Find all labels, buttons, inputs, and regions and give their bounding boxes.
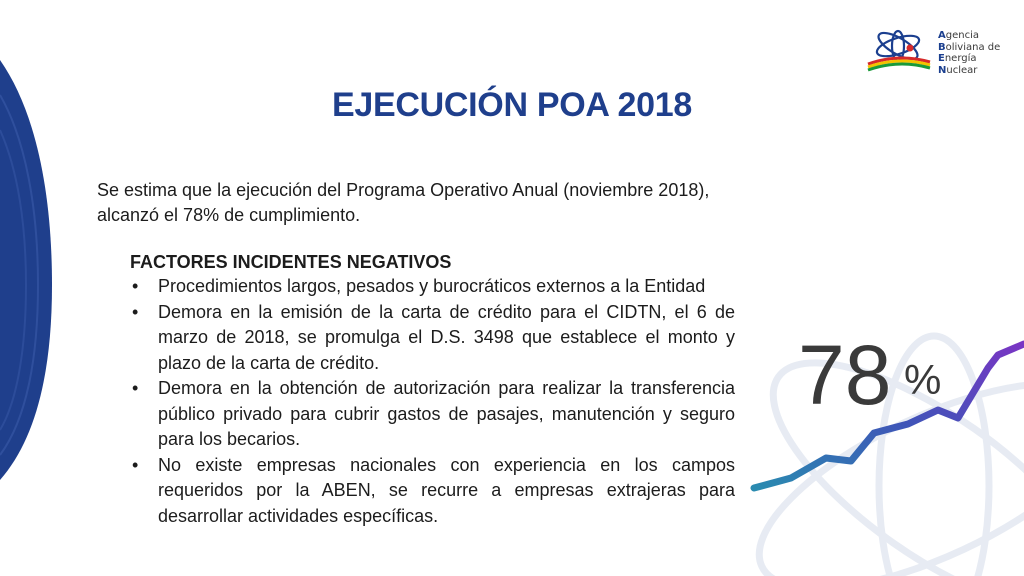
- factors-list: [130, 274, 735, 529]
- list-item: • No existe empresas nacionales con experiencia en los campos requeridos por la ABEN, se recurre a empresas extrajeras para desarrollar actividades específicas.: [130, 453, 735, 530]
- percent-number: 78: [798, 328, 892, 422]
- atom-emblem-icon: [866, 28, 932, 72]
- logo-initial: B: [938, 41, 946, 53]
- percent-sign: %: [904, 356, 942, 403]
- list-item: • Demora en la obtención de autorización para realizar la transferencia público privado para cubrir gastos de pasajes, manutención y seguro para los becarios.: [130, 376, 735, 453]
- list-item: • Demora en la emisión de la carta de crédito para el CIDTN, el 6 de marzo de 2018, se promulga el D.S. 3498 que establece el monto y plazo de la carta de crédito.: [130, 300, 735, 377]
- logo-initial: E: [938, 53, 945, 64]
- intro-line: alcanzó el 78% de cumplimiento.: [97, 205, 361, 225]
- logo-wordmark: [938, 30, 1000, 76]
- page-title: EJECUCIÓN POA 2018: [332, 86, 692, 124]
- factors-heading: FACTORES INCIDENTES NEGATIVOS: [130, 252, 452, 272]
- logo-word: gencia: [945, 30, 979, 41]
- aben-logo: [866, 26, 1016, 76]
- logo-word: oliviana de: [945, 41, 1001, 53]
- logo-word: uclear: [946, 64, 978, 76]
- list-item: • Procedimientos largos, pesados y burocráticos externos a la Entidad: [130, 274, 735, 300]
- factors-section: [130, 250, 735, 529]
- intro-paragraph: [97, 178, 817, 228]
- logo-initial: N: [938, 64, 947, 76]
- logo-initial: A: [938, 30, 946, 41]
- logo-word: nergía: [944, 53, 977, 64]
- intro-line: Se estima que la ejecución del Programa Operativo Anual (noviembre 2018),: [97, 180, 710, 200]
- percent-growth-graphic: [746, 320, 1024, 500]
